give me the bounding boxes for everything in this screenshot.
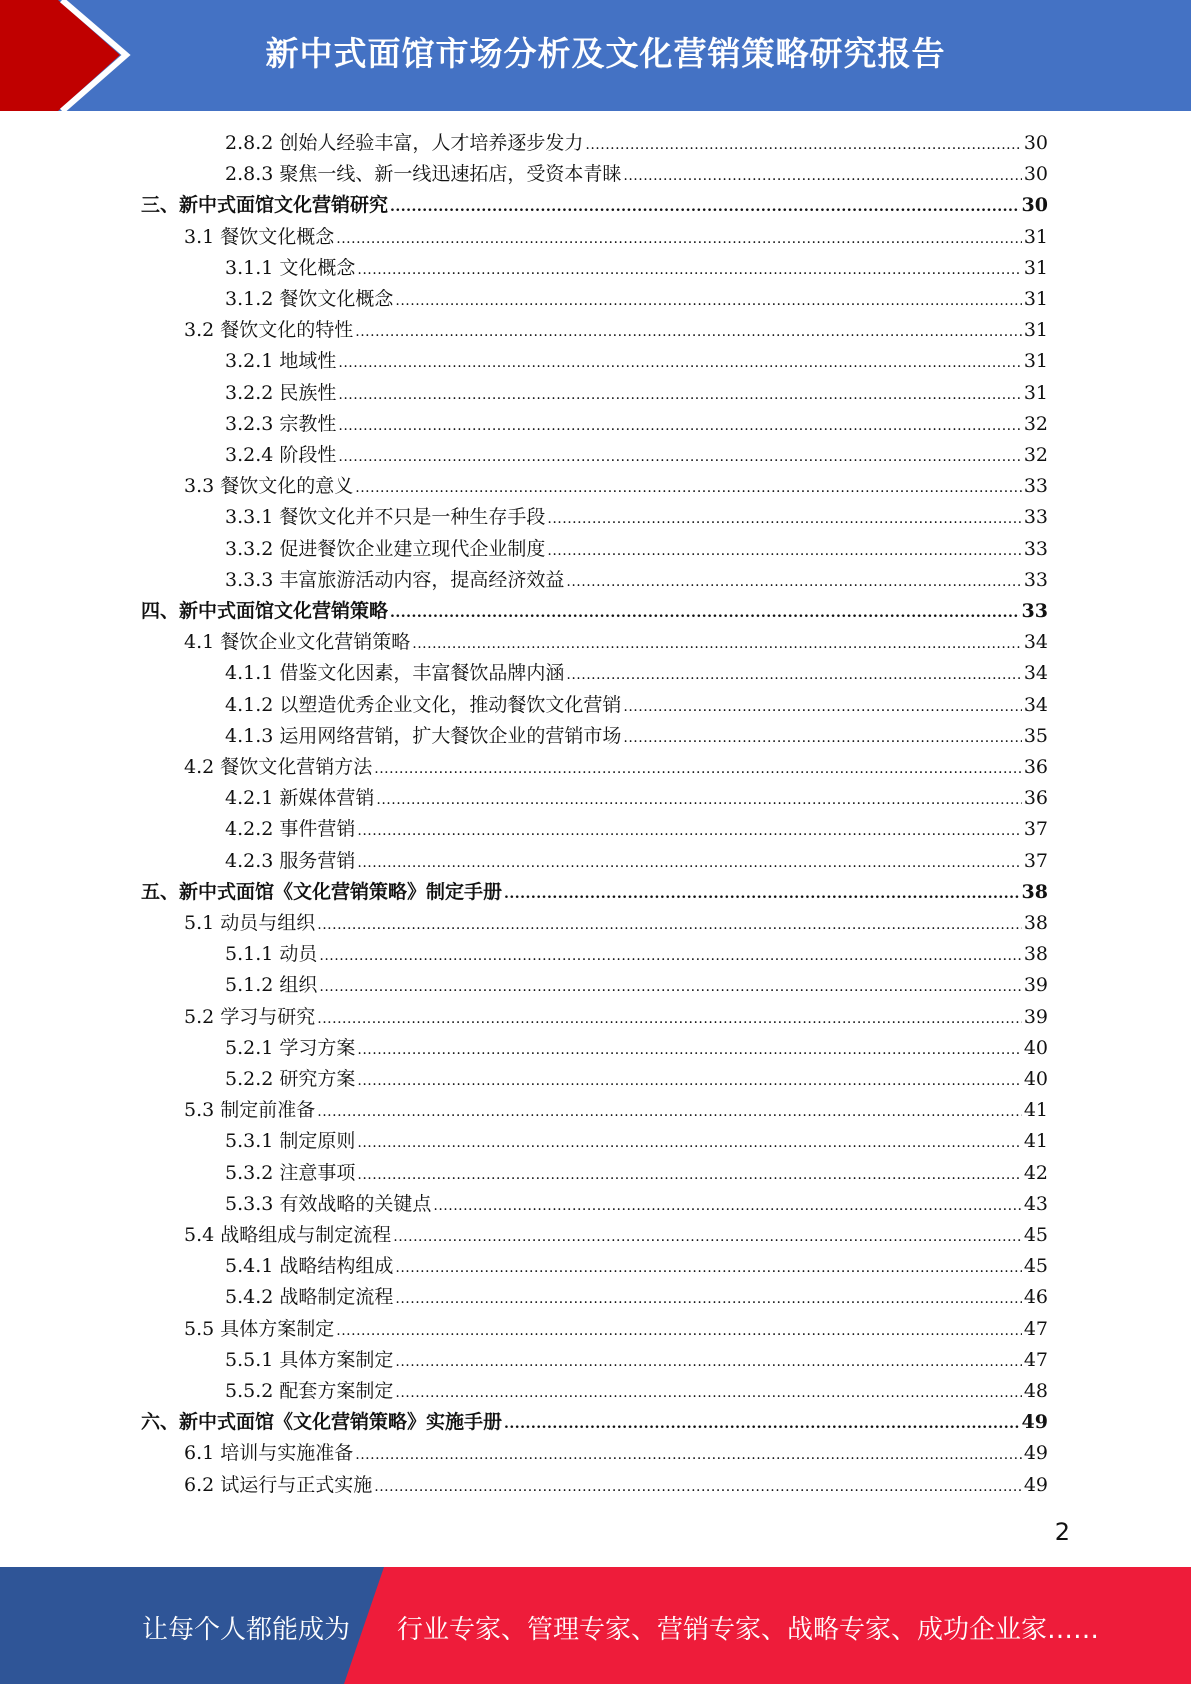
toc-dot-leader (433, 1191, 1021, 1222)
toc-dot-leader (355, 1440, 1022, 1471)
toc-entry-page: 31 (1023, 225, 1048, 248)
toc-entry-title: 5.2 学习与研究 (184, 1005, 316, 1028)
toc-entry-page: 34 (1023, 631, 1048, 654)
toc-entry-title: 3.3.3 丰富旅游活动内容，提高经济效益 (225, 568, 565, 591)
page-footer (0, 1567, 1191, 1684)
toc-entry-title: 4.2 餐饮文化营销方法 (184, 756, 373, 778)
toc-entry-title: 5.2.1 学习方案 (225, 1036, 356, 1059)
footer-slogan-right: 行业专家、管理专家、营销专家、战略专家、成功企业家…… (397, 1615, 1100, 1645)
toc-entry-title: 3.3.2 促进餐饮企业建立现代企业制度 (225, 537, 546, 560)
toc-dot-leader (566, 567, 1021, 598)
toc-entry[interactable] (225, 690, 1048, 721)
toc-dot-leader (355, 317, 1022, 348)
toc-entry[interactable] (184, 1438, 1048, 1469)
toc-entry[interactable] (225, 1282, 1048, 1313)
toc-entry-title: 5.4.1 战略结构组成 (225, 1255, 394, 1278)
toc-dot-leader (395, 1378, 1021, 1409)
toc-dot-leader (336, 224, 1022, 255)
toc-entry-title: 5.3.2 注意事项 (225, 1161, 356, 1184)
toc-dot-leader (357, 816, 1021, 847)
toc-entry-title: 3.2.2 民族性 (225, 381, 337, 404)
toc-entry-page: 40 (1023, 1036, 1048, 1059)
toc-entry-page: 31 (1023, 288, 1048, 310)
toc-entry-title: 3.3.1 餐饮文化并不只是一种生存手段 (225, 506, 546, 529)
toc-entry-page: 37 (1023, 849, 1048, 872)
toc-entry-page: 38 (1023, 912, 1048, 934)
toc-entry-title: 四、新中式面馆文化营销策略 (141, 600, 389, 622)
toc-entry-page: 43 (1023, 1192, 1048, 1215)
footer-slogan-left: 让每个人都能成为 (142, 1615, 351, 1645)
toc-entry-page: 37 (1023, 818, 1048, 841)
toc-entry-title: 六、新中式面馆《文化营销策略》实施手册 (141, 1411, 503, 1434)
toc-entry-page: 47 (1023, 1317, 1048, 1340)
toc-entry[interactable] (225, 253, 1048, 284)
toc-dot-leader (338, 348, 1021, 379)
toc-dot-leader (338, 411, 1021, 442)
toc-entry-page: 40 (1023, 1068, 1048, 1090)
toc-dot-leader (504, 879, 1020, 910)
toc-dot-leader (623, 161, 1021, 192)
toc-entry-page: 30 (1023, 132, 1048, 154)
toc-dot-leader (412, 629, 1022, 660)
toc-entry-title: 5.1 动员与组织 (184, 912, 316, 934)
toc-entry-page: 33 (1021, 600, 1048, 622)
toc-dot-leader (547, 536, 1021, 567)
toc-dot-leader (395, 1284, 1021, 1315)
toc-dot-leader (395, 1253, 1021, 1284)
toc-entry[interactable] (225, 534, 1048, 565)
toc-entry[interactable] (225, 1033, 1048, 1064)
toc-dot-leader (623, 692, 1021, 723)
toc-dot-leader (390, 598, 1020, 629)
toc-entry-title: 6.1 培训与实施准备 (184, 1442, 354, 1465)
toc-entry[interactable] (184, 1002, 1048, 1033)
toc-dot-leader (374, 1472, 1022, 1503)
toc-entry-page: 39 (1023, 974, 1048, 997)
toc-dot-leader (374, 754, 1022, 785)
toc-dot-leader (585, 130, 1021, 161)
toc-entry-title: 三、新中式面馆文化营销研究 (141, 194, 389, 217)
toc-entry-page: 34 (1023, 662, 1048, 685)
toc-entry[interactable] (225, 1251, 1048, 1282)
toc-entry-title: 5.3.1 制定原则 (225, 1130, 356, 1153)
toc-entry-title: 4.2.1 新媒体营销 (225, 787, 375, 810)
toc-entry[interactable] (225, 846, 1048, 877)
toc-dot-leader (395, 286, 1021, 317)
toc-entry[interactable] (225, 1158, 1048, 1189)
toc-entry[interactable] (225, 1376, 1048, 1407)
toc-entry-page: 41 (1023, 1130, 1048, 1153)
toc-entry-page: 31 (1023, 319, 1048, 342)
toc-entry[interactable] (184, 1095, 1048, 1126)
toc-entry[interactable] (225, 409, 1048, 440)
toc-entry[interactable] (184, 627, 1048, 658)
toc-entry[interactable] (141, 596, 1048, 627)
toc-entry[interactable] (225, 440, 1048, 471)
toc-dot-leader (357, 848, 1021, 879)
toc-entry-page: 31 (1023, 256, 1048, 279)
toc-entry[interactable] (184, 1220, 1048, 1251)
toc-entry-page: 31 (1023, 381, 1048, 404)
toc-entry-title: 3.2.1 地域性 (225, 350, 337, 373)
toc-entry[interactable] (184, 908, 1048, 939)
toc-entry-title: 5.1.2 组织 (225, 974, 318, 997)
toc-entry-page: 48 (1023, 1380, 1048, 1402)
toc-entry[interactable] (225, 783, 1048, 814)
toc-entry-page: 46 (1023, 1286, 1048, 1309)
toc-entry-title: 5.3.3 有效战略的关键点 (225, 1192, 432, 1215)
toc-entry-title: 五、新中式面馆《文化营销策略》制定手册 (141, 880, 503, 903)
toc-dot-leader (504, 1409, 1020, 1440)
toc-dot-leader (355, 473, 1022, 504)
toc-entry-page: 32 (1023, 412, 1048, 435)
toc-entry-page: 33 (1023, 506, 1048, 529)
toc-entry-title: 5.5.1 具体方案制定 (225, 1348, 394, 1371)
toc-entry-title: 3.1.2 餐饮文化概念 (225, 288, 394, 310)
toc-dot-leader (317, 1004, 1022, 1035)
toc-entry-title: 3.1 餐饮文化概念 (184, 225, 335, 248)
toc-entry[interactable] (225, 128, 1048, 159)
toc-dot-leader (395, 1347, 1021, 1378)
toc-dot-leader (357, 1128, 1021, 1159)
toc-dot-leader (319, 972, 1021, 1003)
toc-entry-title: 2.8.3 聚焦一线、新一线迅速拓店，受资本青睐 (225, 163, 622, 186)
toc-entry-page: 49 (1021, 1411, 1048, 1434)
toc-entry-title: 5.4.2 战略制定流程 (225, 1286, 394, 1309)
toc-dot-leader (566, 660, 1021, 691)
toc-entry-title: 5.3 制定前准备 (184, 1099, 316, 1122)
toc-dot-leader (547, 504, 1021, 535)
toc-entry[interactable] (141, 1407, 1048, 1438)
toc-entry[interactable] (141, 877, 1048, 908)
toc-dot-leader (390, 192, 1020, 223)
toc-dot-leader (338, 380, 1021, 411)
toc-entry[interactable] (225, 1064, 1048, 1095)
toc-dot-leader (317, 1097, 1022, 1128)
toc-dot-leader (357, 1066, 1021, 1097)
toc-entry-title: 5.4 战略组成与制定流程 (184, 1224, 392, 1246)
toc-entry-page: 34 (1023, 693, 1048, 716)
page-header (0, 0, 1191, 111)
toc-dot-leader (357, 1035, 1021, 1066)
toc-entry-page: 33 (1023, 537, 1048, 560)
toc-entry-title: 4.2.2 事件营销 (225, 818, 356, 841)
toc-entry[interactable] (225, 1189, 1048, 1220)
toc-entry[interactable] (225, 939, 1048, 970)
toc-entry-title: 5.2.2 研究方案 (225, 1068, 356, 1090)
toc-entry-title: 5.5.2 配套方案制定 (225, 1380, 394, 1402)
toc-entry-title: 3.1.1 文化概念 (225, 256, 356, 279)
toc-entry-page: 39 (1023, 1005, 1048, 1028)
toc-dot-leader (357, 255, 1021, 286)
toc-entry[interactable] (225, 658, 1048, 689)
toc-entry-page: 36 (1023, 787, 1048, 810)
toc-entry[interactable] (184, 1470, 1048, 1501)
toc-entry[interactable] (225, 346, 1048, 377)
toc-entry-page: 30 (1021, 194, 1048, 217)
toc-entry-page: 33 (1023, 475, 1048, 498)
toc-entry-title: 3.2.4 阶段性 (225, 444, 337, 466)
toc-entry-page: 45 (1023, 1255, 1048, 1278)
toc-dot-leader (319, 941, 1021, 972)
toc-entry-page: 30 (1023, 163, 1048, 186)
toc-entry[interactable] (225, 284, 1048, 315)
toc-dot-leader (317, 910, 1022, 941)
toc-entry[interactable] (184, 315, 1048, 346)
toc-entry-title: 6.2 试运行与正式实施 (184, 1473, 373, 1496)
toc-entry-title: 4.1.2 以塑造优秀企业文化，推动餐饮文化营销 (225, 693, 622, 716)
toc-entry[interactable] (225, 502, 1048, 533)
toc-entry-title: 3.2.3 宗教性 (225, 412, 337, 435)
toc-entry-page: 36 (1023, 756, 1048, 778)
toc-entry-page: 33 (1023, 568, 1048, 591)
toc-entry[interactable] (225, 970, 1048, 1001)
toc-entry[interactable] (184, 222, 1048, 253)
toc-entry[interactable] (184, 471, 1048, 502)
toc-entry-page: 38 (1021, 880, 1048, 903)
toc-entry-title: 5.1.1 动员 (225, 943, 318, 966)
toc-entry-page: 49 (1023, 1442, 1048, 1465)
toc-entry[interactable] (141, 190, 1048, 221)
toc-entry[interactable] (225, 814, 1048, 845)
toc-entry-page: 47 (1023, 1348, 1048, 1371)
toc-entry-page: 32 (1023, 444, 1048, 466)
toc-entry-title: 4.1 餐饮企业文化营销策略 (184, 631, 411, 654)
toc-dot-leader (393, 1222, 1022, 1253)
toc-entry-title: 5.5 具体方案制定 (184, 1317, 335, 1340)
toc-entry[interactable] (225, 159, 1048, 190)
toc-entry-page: 42 (1023, 1161, 1048, 1184)
toc-entry[interactable] (225, 1126, 1048, 1157)
toc-dot-leader (338, 442, 1021, 473)
toc-entry[interactable] (225, 1345, 1048, 1376)
toc-entry-title: 4.1.3 运用网络营销，扩大餐饮企业的营销市场 (225, 724, 622, 747)
toc-entry-title: 4.1.1 借鉴文化因素，丰富餐饮品牌内涵 (225, 662, 565, 685)
toc-entry-title: 3.2 餐饮文化的特性 (184, 319, 354, 342)
toc-entry-page: 49 (1023, 1473, 1048, 1496)
toc-entry[interactable] (225, 721, 1048, 752)
toc-entry-page: 31 (1023, 350, 1048, 373)
toc-dot-leader (336, 1316, 1022, 1347)
toc-entry[interactable] (225, 378, 1048, 409)
toc-entry-page: 41 (1023, 1099, 1048, 1122)
toc-entry-title: 4.2.3 服务营销 (225, 849, 356, 872)
toc-entry-page: 38 (1023, 943, 1048, 966)
toc-entry-page: 45 (1023, 1224, 1048, 1246)
toc-dot-leader (376, 785, 1021, 816)
toc-entry-page: 35 (1023, 724, 1048, 747)
page-number: 2 (1054, 1518, 1070, 1546)
toc-dot-leader (357, 1160, 1021, 1191)
toc-entry[interactable] (184, 752, 1048, 783)
toc-entry-title: 3.3 餐饮文化的意义 (184, 475, 354, 498)
toc-entry[interactable] (184, 1314, 1048, 1345)
report-title: 新中式面馆市场分析及文化营销策略研究报告 (265, 34, 946, 73)
toc-entry[interactable] (225, 565, 1048, 596)
toc-entry-title: 2.8.2 创始人经验丰富，人才培养逐步发力 (225, 132, 584, 154)
toc-dot-leader (623, 723, 1021, 754)
